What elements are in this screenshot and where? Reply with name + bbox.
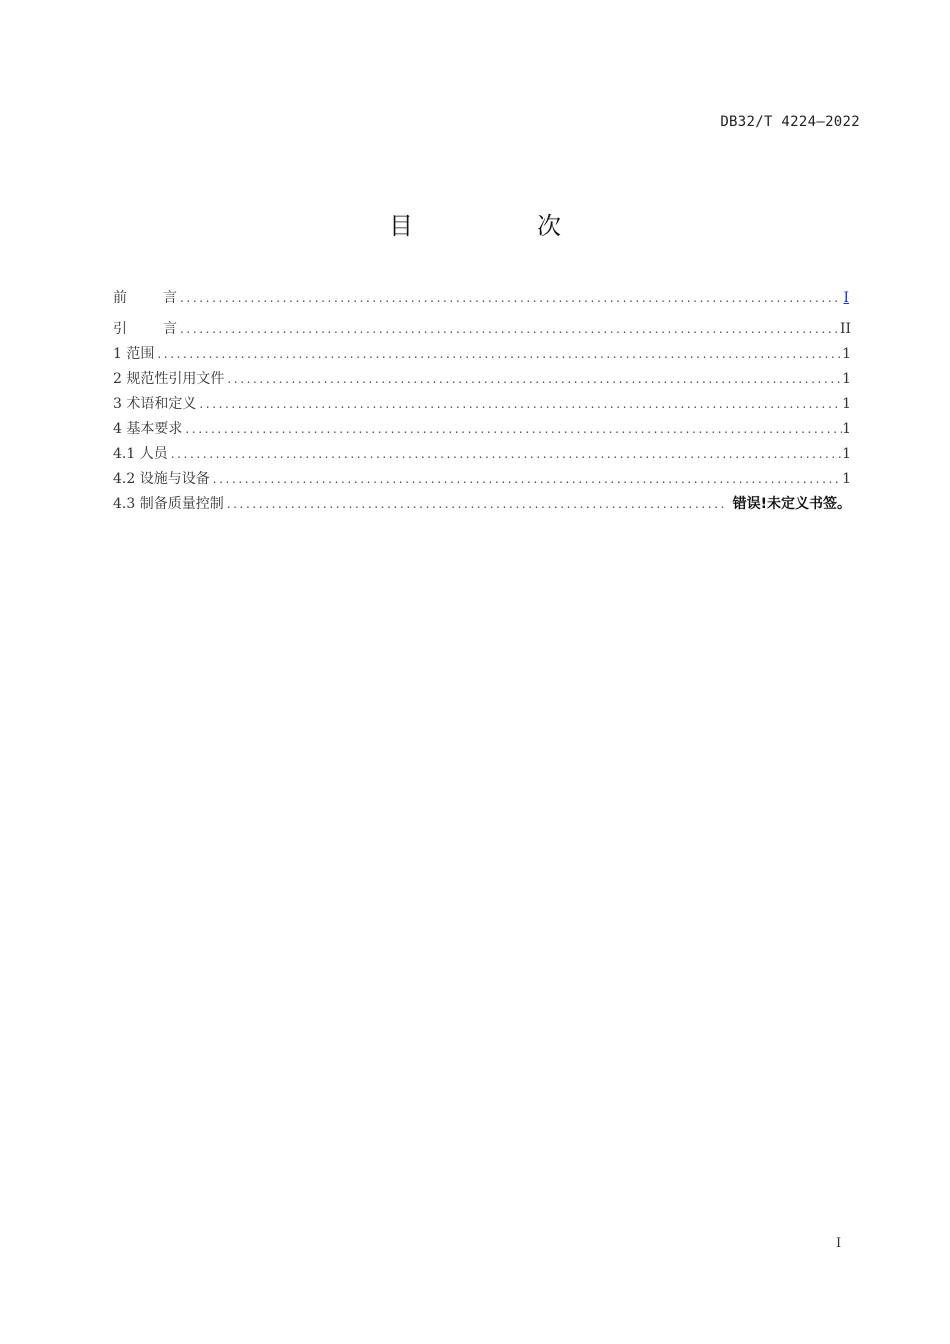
toc-entry-personnel[interactable] [113,442,851,467]
toc-entry-label: 4.1 人员 [113,446,168,462]
toc-page-link[interactable]: I [843,290,849,306]
toc-entry-label: 4.2 设施与设备 [113,471,210,487]
toc-page-number: II [839,321,851,337]
toc-entry-label: 2 规范性引用文件 [113,371,225,387]
page-title: 目 次 [389,212,611,240]
toc-entry-basic-requirements[interactable] [113,417,851,442]
toc-dot-leader [210,467,842,492]
toc-entry-label: 前 言 [113,290,177,306]
toc-dot-leader [224,367,842,392]
toc-entry-normative-references[interactable] [113,367,851,392]
toc-entry-label: 4.3 制备质量控制 [113,496,224,512]
toc-entry-label: 4 基本要求 [113,421,183,437]
toc-entry-label: 引 言 [113,321,177,337]
toc-entry-foreword[interactable] [113,286,851,317]
toc-page-number: 1 [842,471,851,487]
toc-entry-facilities-equipment[interactable] [113,467,851,492]
toc-dot-leader [177,317,840,342]
standard-code: DB32/T 4224—2022 [720,114,860,130]
toc-dot-leader [224,492,725,517]
toc-page-number: 1 [842,346,851,362]
toc-dot-leader [168,442,842,467]
toc-dot-leader [177,286,837,311]
page-number: I [836,1236,842,1251]
toc-dot-leader [182,417,842,442]
toc-dot-leader [196,392,842,417]
toc-page-number: 1 [842,371,851,387]
toc-entry-introduction[interactable] [113,317,851,342]
toc-entry-label: 3 术语和定义 [113,396,197,412]
toc-page-number: 1 [842,396,851,412]
toc-entry-terms-definitions[interactable] [113,392,851,417]
toc-page-number: 1 [842,421,851,437]
table-of-contents [113,286,851,517]
toc-entry-scope[interactable] [113,342,851,367]
toc-page-number: 1 [842,446,851,462]
toc-entry-label: 1 范围 [113,346,155,362]
toc-dot-leader [154,342,842,367]
toc-bookmark-error: 错误!未定义书签。 [732,496,851,512]
toc-entry-quality-control[interactable] [113,492,851,517]
